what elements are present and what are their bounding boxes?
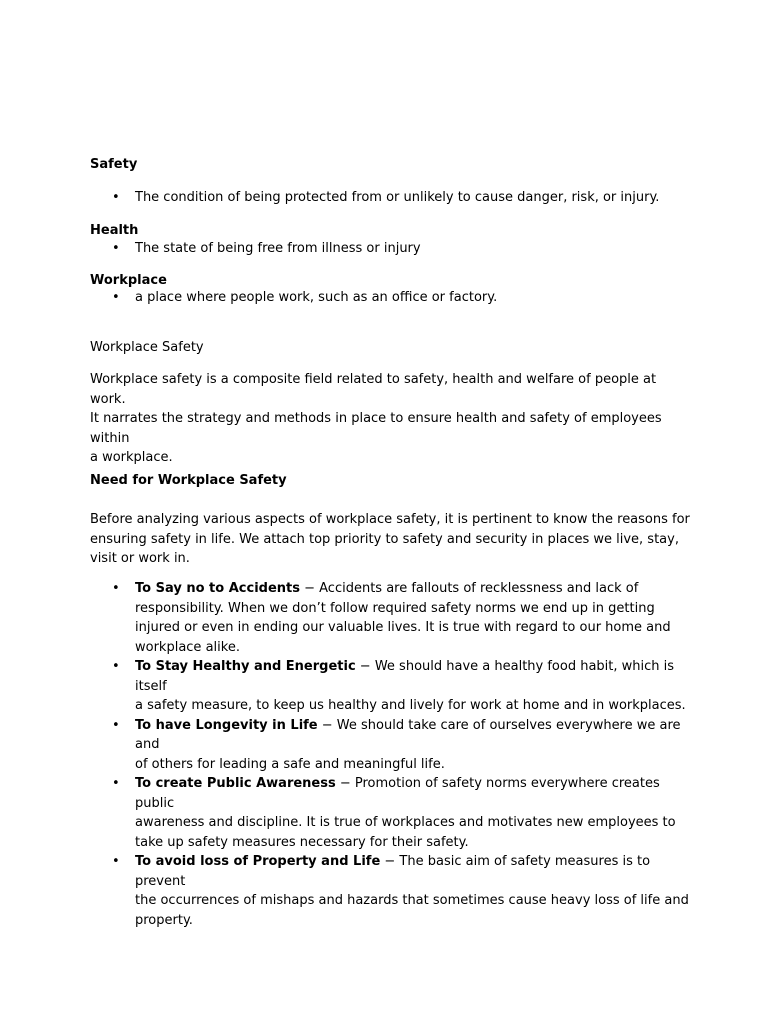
bullet-icon: • (112, 190, 120, 205)
reason-line: responsibility. When we don’t follow required safety norms we end up in getting (135, 600, 655, 616)
term-workplace: Workplace (90, 273, 167, 288)
document-page (90, 0, 690, 1024)
paragraph-line: Workplace safety is a composite field related to safety, health and welfare of people at work. (90, 372, 657, 407)
reason-lead: To Stay Healthy and Energetic (135, 659, 356, 674)
reason-lead: To Say no to Accidents (135, 581, 300, 596)
need-intro-paragraph (90, 510, 690, 569)
reason-text: − We should take care of ourselves everywhere we are and (135, 717, 681, 752)
reason-lead: To create Public Awareness (135, 776, 336, 791)
bullet-icon: • (112, 776, 120, 791)
list-item (90, 657, 690, 716)
section-title-need: Need for Workplace Safety (90, 473, 287, 488)
list-item (90, 774, 690, 852)
list-item (90, 716, 690, 775)
workplace-safety-paragraph (90, 370, 690, 468)
reason-lead: To have Longevity in Life (135, 717, 318, 733)
definition-text: a place where people work, such as an office or factory. (135, 290, 498, 305)
reason-line: a safety measure, to keep us healthy and lively for work at home and in workplaces. (135, 698, 686, 713)
reason-line: the occurrences of mishaps and hazards that sometimes cause heavy loss of life and (135, 893, 689, 908)
reason-line: workplace alike. (135, 639, 240, 655)
paragraph-line: It narrates the strategy and methods in place to ensure health and safety of employees within (90, 411, 662, 446)
definition-text: The condition of being protected from or unlikely to cause danger, risk, or injury. (135, 190, 660, 205)
paragraph-line: Before analyzing various aspects of workplace safety, it is pertinent to know the reasons for (90, 512, 690, 527)
term-health: Health (90, 223, 139, 238)
paragraph-line: ensuring safety in life. We attach top priority to safety and security in places we live, stay, (90, 531, 679, 547)
reason-line: take up safety measures necessary for their safety. (135, 834, 469, 850)
bullet-icon: • (112, 290, 120, 305)
reason-line: injured or even in ending our valuable lives. It is true with regard to our home and (135, 620, 671, 635)
reason-line: property. (135, 912, 193, 928)
reason-line: awareness and discipline. It is true of workplaces and motivates new employees to (135, 815, 676, 830)
bullet-icon: • (112, 659, 120, 674)
list-item (90, 852, 690, 930)
paragraph-line: visit or work in. (90, 551, 190, 566)
section-title-workplace-safety: Workplace Safety (90, 340, 204, 355)
bullet-icon: • (112, 717, 120, 733)
bullet-icon: • (112, 854, 120, 869)
definition-text: The state of being free from illness or injury (135, 241, 421, 256)
reason-line: of others for leading a safe and meaningful life. (135, 756, 445, 772)
reason-text: − The basic aim of safety measures is to prevent (135, 854, 651, 889)
reasons-list (90, 579, 690, 930)
bullet-icon: • (112, 581, 120, 596)
list-item (90, 579, 690, 657)
reason-text: − Promotion of safety norms everywhere creates public (135, 776, 660, 811)
reason-lead: To avoid loss of Property and Life (135, 854, 381, 869)
term-safety: Safety (90, 157, 138, 172)
paragraph-line: a workplace. (90, 450, 173, 465)
bullet-icon: • (112, 241, 120, 256)
reason-text: − Accidents are fallouts of recklessness and lack of (299, 581, 639, 596)
reason-text: − We should have a healthy food habit, which is itself (135, 659, 675, 694)
